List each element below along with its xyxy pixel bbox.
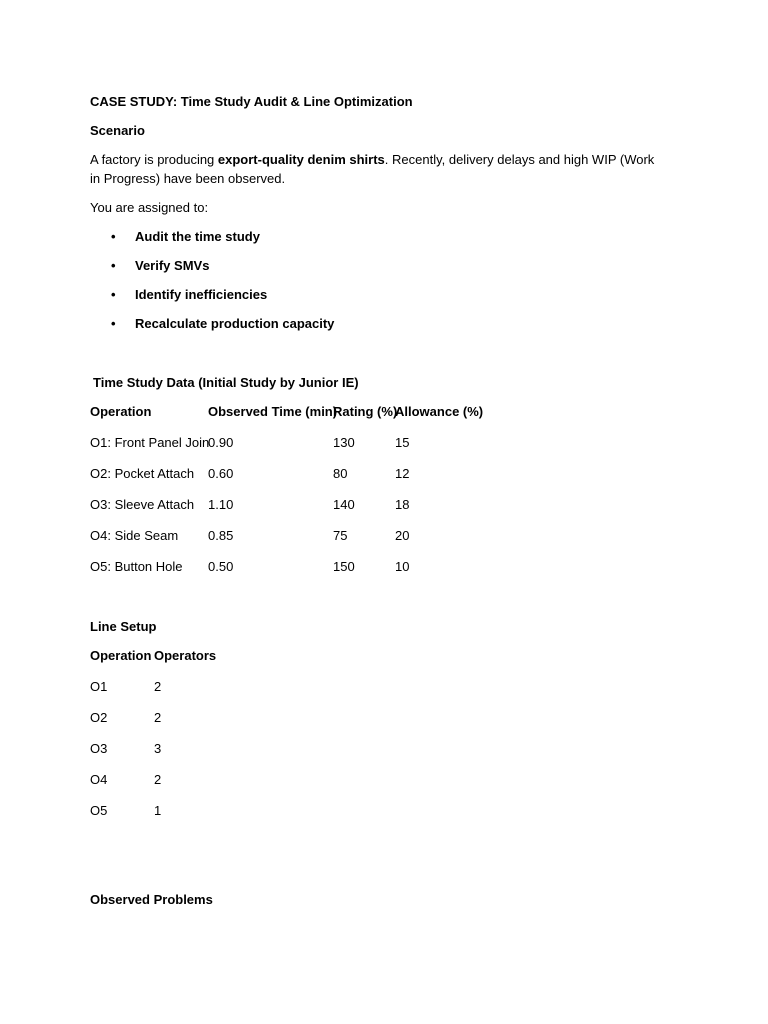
operation-cell: O3: Sleeve Attach	[90, 497, 195, 512]
operation-cell: O1	[90, 679, 108, 694]
operation-cell: O5: Button Hole	[90, 559, 183, 574]
observed-problems-heading: Observed Problems	[90, 892, 213, 907]
operators-cell: 2	[154, 679, 162, 694]
column-header-observed-time: Observed Time (min)	[208, 404, 338, 419]
document-title: CASE STUDY: Time Study Audit & Line Optimization	[90, 94, 413, 109]
operation-cell: O5	[90, 803, 108, 818]
column-header-operation: Operation	[90, 404, 152, 419]
task-item: Identify inefficiencies	[135, 287, 268, 302]
observed-time-cell: 0.85	[208, 528, 234, 543]
operation-cell: O2	[90, 710, 108, 725]
column-header-operators: Operators	[154, 648, 217, 663]
rating-cell: 80	[333, 466, 348, 481]
time-study-heading: Time Study Data (Initial Study by Junior IE)	[93, 375, 359, 390]
operators-cell: 3	[154, 741, 162, 756]
observed-time-cell: 0.90	[208, 435, 234, 450]
observed-time-cell: 0.60	[208, 466, 234, 481]
task-item: Audit the time study	[135, 229, 260, 244]
operators-cell: 1	[154, 803, 162, 818]
operation-cell: O4	[90, 772, 108, 787]
bullet-icon: •	[111, 287, 116, 302]
column-header-allowance: Allowance (%)	[395, 404, 484, 419]
bullet-icon: •	[111, 316, 116, 331]
scenario-paragraph	[90, 150, 665, 188]
operators-cell: 2	[154, 772, 162, 787]
allowance-cell: 18	[395, 497, 410, 512]
operation-cell: O4: Side Seam	[90, 528, 179, 543]
allowance-cell: 12	[395, 466, 410, 481]
rating-cell: 140	[333, 497, 355, 512]
task-item: Verify SMVs	[135, 258, 210, 273]
column-header-rating: Rating (%)	[333, 404, 398, 419]
allowance-cell: 10	[395, 559, 410, 574]
rating-cell: 75	[333, 528, 348, 543]
allowance-cell: 20	[395, 528, 410, 543]
observed-time-cell: 0.50	[208, 559, 234, 574]
scenario-para-suffix: . Recently, delivery delays and high WIP (Work in Progress) have been observed.	[90, 152, 655, 186]
line-setup-heading: Line Setup	[90, 619, 157, 634]
observed-time-cell: 1.10	[208, 497, 234, 512]
scenario-para-prefix: A factory is producing	[90, 152, 218, 167]
scenario-heading: Scenario	[90, 123, 145, 138]
operation-cell: O1: Front Panel Join	[90, 435, 210, 450]
operation-cell: O3	[90, 741, 108, 756]
bullet-icon: •	[111, 258, 116, 273]
rating-cell: 130	[333, 435, 355, 450]
assigned-intro: You are assigned to:	[90, 200, 209, 215]
bullet-icon: •	[111, 229, 116, 244]
allowance-cell: 15	[395, 435, 410, 450]
operation-cell: O2: Pocket Attach	[90, 466, 195, 481]
scenario-para-bold: export-quality denim shirts	[217, 152, 385, 167]
rating-cell: 150	[333, 559, 355, 574]
column-header-operation: Operation	[90, 648, 152, 663]
task-item: Recalculate production capacity	[135, 316, 335, 331]
operators-cell: 2	[154, 710, 162, 725]
